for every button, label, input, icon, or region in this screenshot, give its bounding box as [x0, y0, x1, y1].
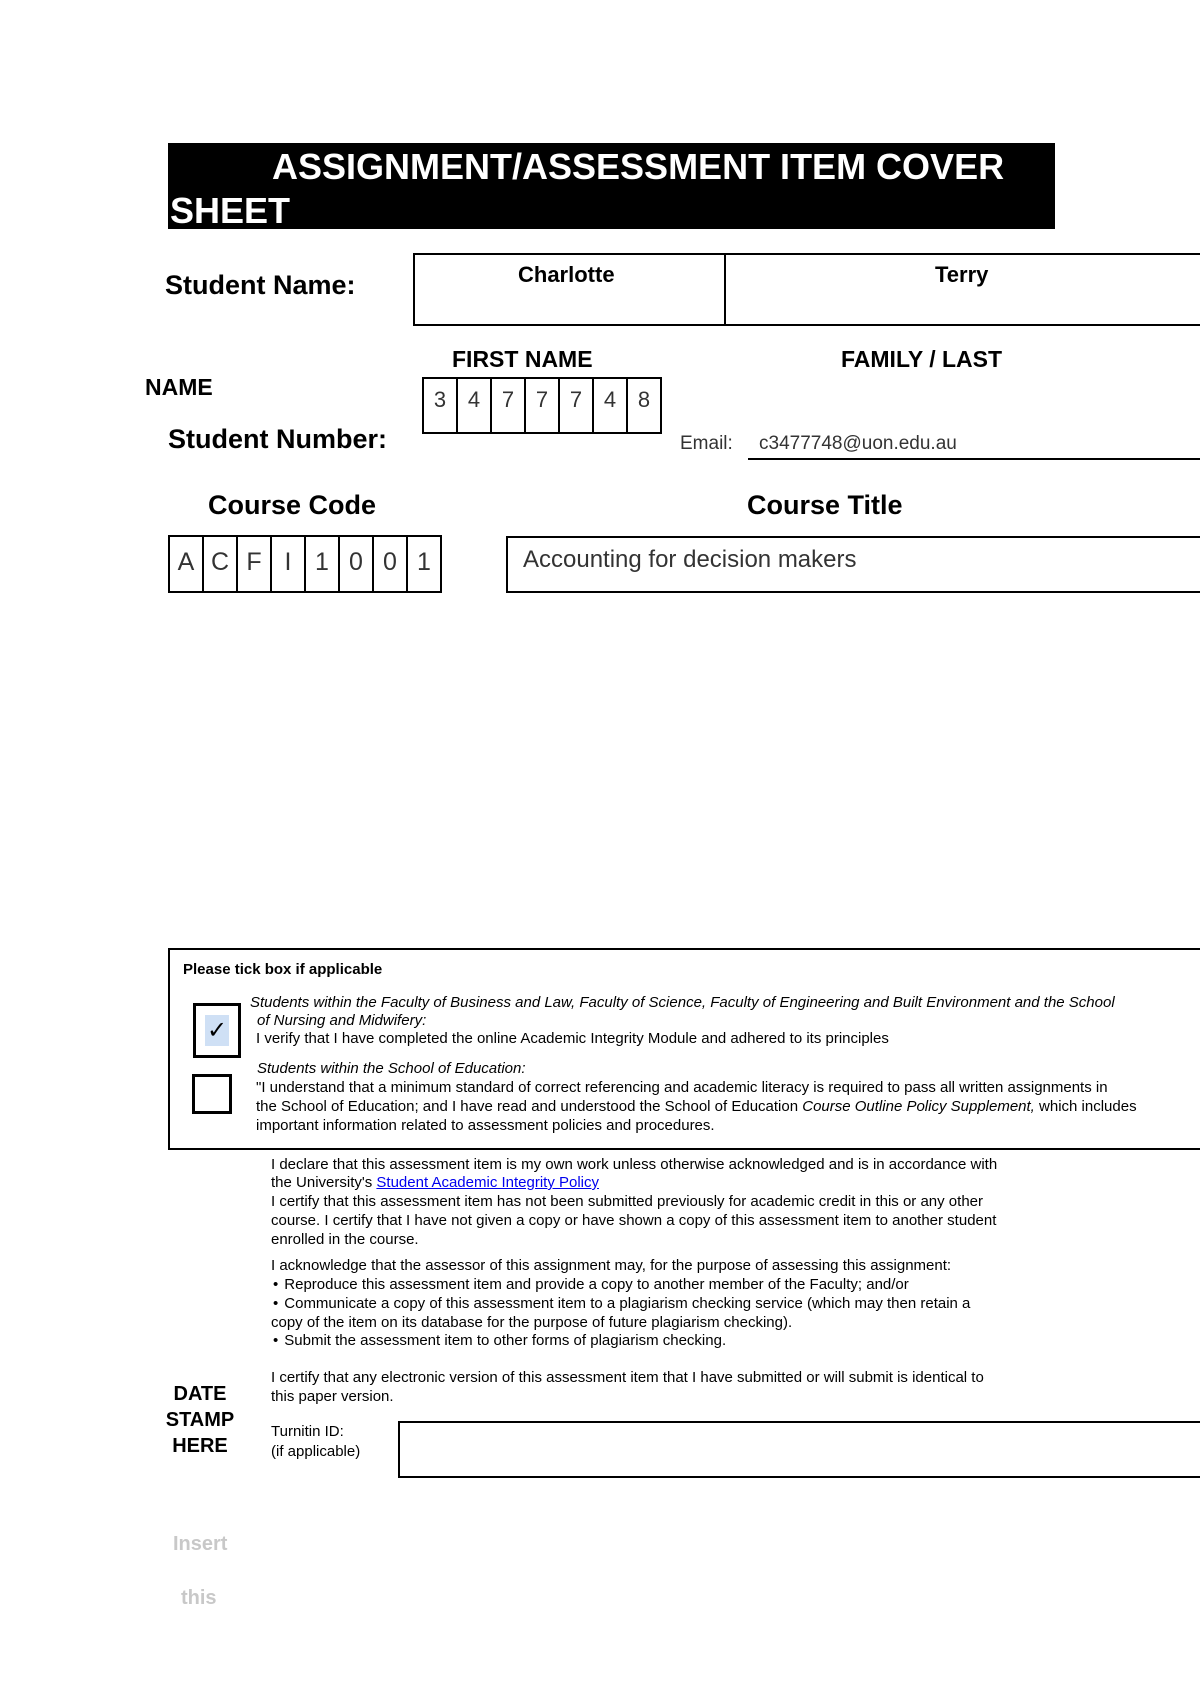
declaration-4b: this paper version. [271, 1388, 394, 1405]
student-name-label: Student Name: [165, 270, 356, 300]
declaration-2a: I certify that this assessment item has not been submitted previously for academic credit in this or any other [271, 1193, 983, 1210]
faculty-note: Students within the Faculty of Business and Law, Faculty of Science, Faculty of Engineering and Built Environment and the School [250, 994, 1115, 1011]
education-checkbox[interactable] [192, 1074, 232, 1114]
first-name-label: FIRST NAME [452, 346, 593, 372]
name-label: NAME [145, 374, 213, 400]
course-title-label: Course Title [747, 490, 903, 520]
family-name-label: FAMILY / LAST [841, 346, 1003, 372]
family-name-field[interactable]: Terry [935, 262, 989, 287]
course-code-char[interactable]: 0 [372, 535, 408, 593]
bullet-submit: • Submit the assessment item to other forms of plagiarism checking. [271, 1331, 1131, 1350]
tick-heading: Please tick box if applicable [183, 961, 383, 978]
declaration-bullets-2 [271, 1331, 1131, 1350]
course-code-char[interactable]: 0 [338, 535, 374, 593]
date-stamp-label [150, 1381, 250, 1459]
turnitin-id-field[interactable] [398, 1421, 1200, 1478]
course-code-field[interactable] [168, 535, 442, 593]
course-code-char[interactable]: 1 [304, 535, 340, 593]
faculty-note-2: of Nursing and Midwifery: [257, 1012, 427, 1029]
declaration-4a: I certify that any electronic version of this assessment item that I have submitted or will submit is identical to [271, 1369, 984, 1386]
education-text-2a: the School of Education; and I have read and understood the School of Education [256, 1098, 799, 1115]
academic-integrity-policy-link[interactable]: Student Academic Integrity Policy [376, 1174, 600, 1191]
declaration-bullets [271, 1275, 1131, 1313]
title-line-1: ASSIGNMENT/ASSESSMENT ITEM COVER [272, 146, 1005, 187]
date-stamp-line-1: DATE [173, 1383, 227, 1405]
course-outline-policy-text: Course Outline Policy Supplement, [802, 1098, 1035, 1115]
student-number-digit[interactable]: 4 [592, 377, 628, 434]
insert-hint: Insert [173, 1533, 228, 1555]
student-number-digit[interactable]: 7 [490, 377, 526, 434]
declaration-1a: I declare that this assessment item is my own work unless otherwise acknowledged and is in accordance with [271, 1156, 998, 1173]
turnitin-label: Turnitin ID: [271, 1423, 344, 1440]
first-name-field[interactable]: Charlotte [518, 262, 615, 287]
student-number-digit[interactable]: 7 [524, 377, 560, 434]
student-number-field[interactable] [422, 377, 662, 434]
checkbox-checkmark-icon: ✓ [206, 1017, 228, 1044]
course-title-field[interactable]: Accounting for decision makers [506, 536, 1200, 593]
declaration-1b-text: the University's [271, 1174, 373, 1191]
date-stamp-line-2: STAMP [165, 1409, 235, 1431]
turnitin-sub: (if applicable) [271, 1443, 361, 1460]
date-stamp-line-3: HERE [172, 1435, 228, 1457]
declaration-2b: course. I certify that I have not given a copy or have shown a copy of this assessment item to another student [271, 1212, 997, 1229]
declaration-3: I acknowledge that the assessor of this assignment may, for the purpose of assessing this assignment: [271, 1257, 952, 1274]
email-underline [748, 458, 1200, 460]
student-number-label: Student Number: [168, 424, 387, 454]
academic-integrity-checkbox[interactable] [193, 1003, 241, 1058]
bullet-communicate: • Communicate a copy of this assessment item to a plagiarism checking service (which may then retain a [271, 1294, 1131, 1313]
email-field[interactable]: c3477748@uon.edu.au [759, 433, 957, 454]
cover-sheet-title [168, 143, 1055, 229]
course-code-char[interactable]: F [236, 535, 272, 593]
course-code-char[interactable]: I [270, 535, 306, 593]
student-number-digit[interactable]: 8 [626, 377, 662, 434]
declaration-2c: enrolled in the course. [271, 1231, 419, 1248]
education-note: Students within the School of Education: [257, 1060, 526, 1077]
integrity-verify-text: I verify that I have completed the online Academic Integrity Module and adhered to its principles [256, 1030, 889, 1047]
education-text-2c: which includes [1039, 1098, 1137, 1115]
student-name-divider [724, 253, 726, 326]
declaration-1b [271, 1173, 599, 1192]
course-code-char[interactable]: A [168, 535, 204, 593]
student-number-digit[interactable]: 4 [456, 377, 492, 434]
bullet-communicate-cont: copy of the item on its database for the purpose of future plagiarism checking). [271, 1314, 793, 1331]
student-number-digit[interactable]: 3 [422, 377, 458, 434]
education-text-3: important information related to assessment policies and procedures. [256, 1117, 715, 1134]
education-text-2 [256, 1097, 1137, 1116]
email-label: Email: [680, 433, 733, 454]
course-code-char[interactable]: C [202, 535, 238, 593]
course-code-label: Course Code [208, 490, 377, 520]
insert-hint-2: this [181, 1587, 217, 1609]
course-code-char[interactable]: 1 [406, 535, 442, 593]
education-text-1: "I understand that a minimum standard of correct referencing and academic literacy is required to pass all written assignments in [256, 1079, 1108, 1096]
student-number-digit[interactable]: 7 [558, 377, 594, 434]
title-line-2: SHEET [170, 190, 291, 231]
bullet-reproduce: • Reproduce this assessment item and provide a copy to another member of the Faculty; and/or [271, 1275, 1131, 1294]
